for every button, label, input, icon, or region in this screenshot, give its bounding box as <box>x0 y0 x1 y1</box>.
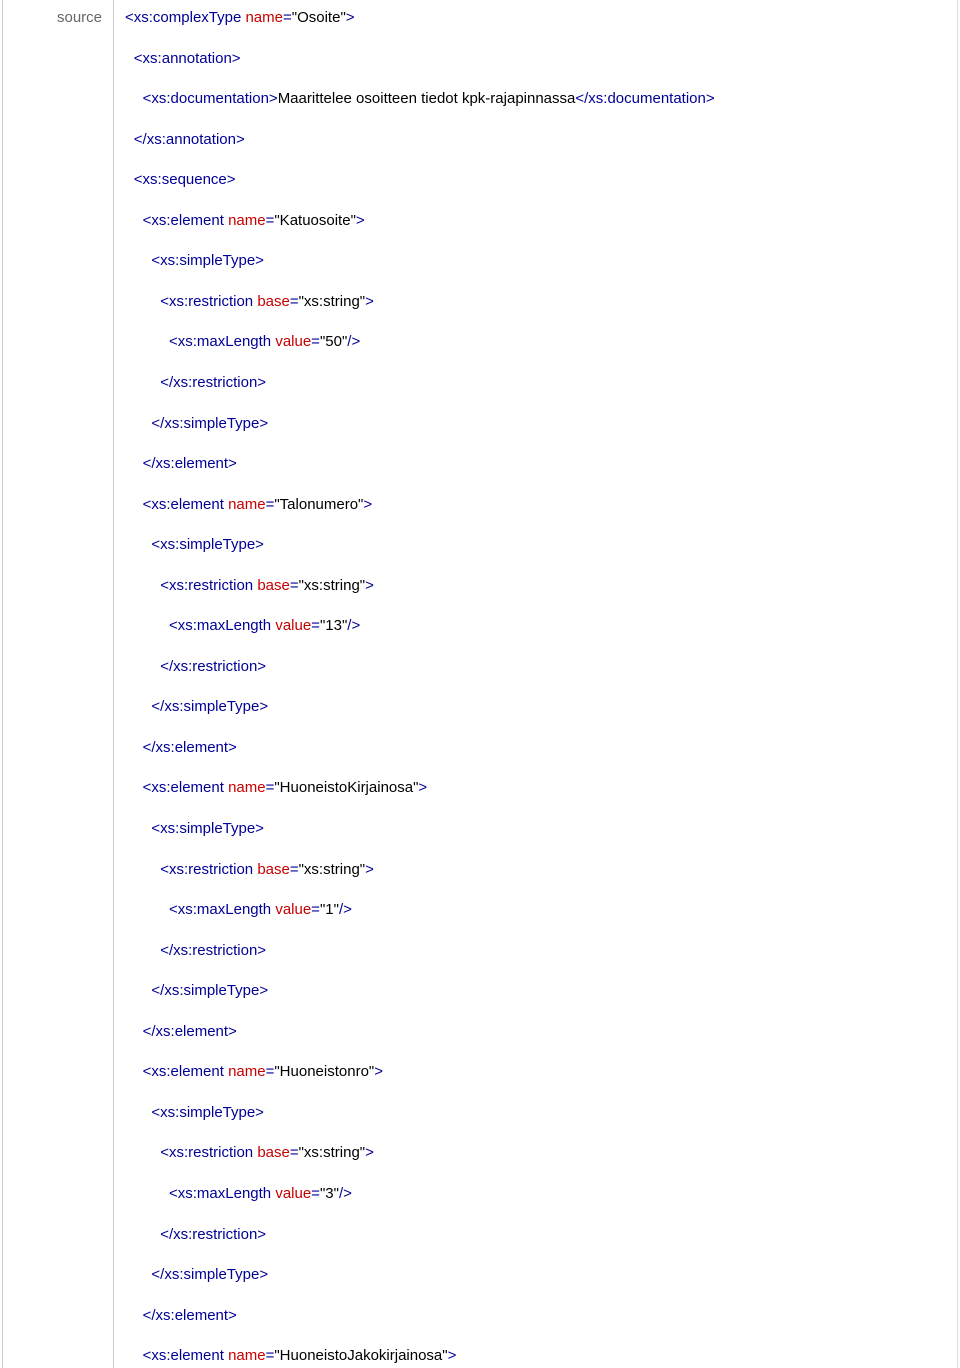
code-token-val: "xs:string" <box>298 860 366 878</box>
code-token-val: "Talonumero" <box>274 495 364 513</box>
code-token-attr: base <box>257 1144 290 1162</box>
code-token-tag: </xs:element> <box>142 1022 237 1040</box>
code-token-tag: <xs:simpleType> <box>151 536 264 554</box>
code-line <box>169 333 360 351</box>
code-token-eq: = <box>265 1347 275 1365</box>
code-line <box>160 1226 266 1244</box>
code-line <box>143 1063 383 1081</box>
code-token-tag: <xs:element <box>142 1063 229 1081</box>
code-token-tag: <xs:restriction <box>160 860 258 878</box>
code-line <box>151 252 264 270</box>
code-token-tag: > <box>365 1144 374 1162</box>
code-token-val: "xs:string" <box>298 576 366 594</box>
code-token-attr: name <box>245 9 283 26</box>
code-token-attr: value <box>275 1184 312 1202</box>
code-line <box>143 212 365 230</box>
code-token-val: "Katuosoite" <box>274 211 356 229</box>
code-line <box>169 901 352 919</box>
code-token-tag: <xs:element <box>142 1347 229 1365</box>
code-line <box>160 861 374 879</box>
code-token-val: "HuoneistoJakokirjainosa" <box>274 1347 448 1365</box>
code-token-tag: > <box>447 1347 457 1365</box>
source-label: source <box>57 9 103 26</box>
code-token-tag: /> <box>338 1184 352 1202</box>
code-token-attr: base <box>257 292 290 310</box>
code-token-eq: = <box>311 901 320 919</box>
code-token-tag: > <box>365 292 374 310</box>
code-line <box>134 131 245 149</box>
code-line <box>160 374 266 392</box>
code-token-tag: </xs:element> <box>142 738 237 756</box>
code-line <box>151 415 268 433</box>
code-token-tag: <xs:simpleType> <box>151 1103 264 1121</box>
code-token-attr: value <box>275 617 312 635</box>
code-line <box>160 942 266 960</box>
code-token-tag: <xs:element <box>142 779 229 797</box>
code-line <box>143 1347 457 1365</box>
left-border <box>2 0 3 1368</box>
code-token-tag: </xs:restriction> <box>160 657 267 675</box>
code-token-eq: = <box>311 333 320 351</box>
code-line <box>151 698 268 716</box>
code-token-tag: <xs:annotation> <box>133 49 241 67</box>
code-token-tag: <xs:maxLength <box>169 1184 276 1202</box>
code-token-tag: <xs:maxLength <box>169 901 276 919</box>
code-line <box>151 982 268 1000</box>
code-token-eq: = <box>265 211 275 229</box>
code-line <box>143 496 373 514</box>
code-token-attr: name <box>228 211 266 229</box>
code-line <box>143 1307 237 1325</box>
code-token-tag: <xs:complexType <box>125 9 246 26</box>
code-token-attr: name <box>228 495 266 513</box>
code-token-eq: = <box>289 576 299 594</box>
code-line <box>143 1023 237 1041</box>
code-token-tag: <xs:simpleType> <box>151 252 264 270</box>
code-token-val: "13" <box>319 617 348 635</box>
code-token-eq: = <box>265 1063 275 1081</box>
code-token-val: "Huoneistonro" <box>274 1063 375 1081</box>
column-divider <box>113 0 114 1368</box>
code-token-tag: <xs:restriction <box>160 1144 258 1162</box>
code-token-val: "50" <box>319 333 348 351</box>
code-token-tag: /> <box>338 901 352 919</box>
code-token-eq: = <box>265 495 275 513</box>
code-token-tag: </xs:documentation> <box>575 90 715 108</box>
code-line <box>160 1144 374 1162</box>
code-line <box>160 293 374 311</box>
code-token-tag: > <box>365 860 374 878</box>
code-token-eq: = <box>289 292 299 310</box>
code-line <box>134 171 236 189</box>
code-token-tag: <xs:element <box>142 211 229 229</box>
code-line <box>125 9 355 27</box>
code-token-tag: <xs:maxLength <box>169 333 276 351</box>
code-token-tag: > <box>345 9 355 26</box>
code-token-val: "xs:string" <box>298 292 366 310</box>
code-token-eq: = <box>289 1144 299 1162</box>
code-token-tag: <xs:sequence> <box>133 171 236 189</box>
code-token-tag: > <box>355 211 365 229</box>
code-token-val: "3" <box>319 1184 339 1202</box>
code-line <box>160 577 374 595</box>
code-token-tag: </xs:simpleType> <box>151 414 269 432</box>
code-token-tag: </xs:annotation> <box>133 130 245 148</box>
code-token-txt: Maarittelee osoitteen tiedot kpk-rajapinnassa <box>277 90 576 108</box>
code-token-eq: = <box>289 860 299 878</box>
code-token-tag: <xs:restriction <box>160 576 258 594</box>
code-line <box>143 739 237 757</box>
code-token-tag: <xs:simpleType> <box>151 820 264 837</box>
code-token-tag: /> <box>347 617 361 635</box>
code-token-tag: </xs:simpleType> <box>151 982 269 1000</box>
code-token-eq: = <box>265 779 275 797</box>
code-token-tag: </xs:element> <box>142 1306 237 1324</box>
code-token-tag: > <box>374 1063 383 1081</box>
code-token-tag: <xs:element <box>142 495 229 513</box>
code-token-tag: </xs:simpleType> <box>151 1266 269 1284</box>
code-token-eq: = <box>311 1184 320 1202</box>
code-token-eq: = <box>311 617 320 635</box>
code-token-tag: </xs:restriction> <box>160 373 267 391</box>
code-token-tag: <xs:maxLength <box>169 617 276 635</box>
code-token-val: "Osoite" <box>291 9 346 26</box>
code-line <box>151 820 264 838</box>
code-token-attr: value <box>275 333 312 351</box>
code-token-val: "xs:string" <box>298 1144 366 1162</box>
code-token-tag: <xs:documentation> <box>142 90 278 108</box>
code-token-attr: name <box>228 779 266 797</box>
code-token-tag: </xs:simpleType> <box>151 698 269 716</box>
right-border <box>957 0 958 1368</box>
code-line <box>169 617 360 635</box>
code-line <box>160 658 266 676</box>
code-token-tag: > <box>363 495 373 513</box>
code-token-attr: value <box>275 901 312 919</box>
code-token-attr: name <box>228 1347 266 1365</box>
code-token-attr: name <box>228 1063 266 1081</box>
code-line <box>143 90 715 108</box>
code-line <box>143 455 237 473</box>
code-token-val: "HuoneistoKirjainosa" <box>274 779 419 797</box>
code-token-tag: </xs:element> <box>142 455 237 473</box>
code-line <box>151 536 264 554</box>
code-line <box>134 50 241 68</box>
code-token-tag: </xs:restriction> <box>160 1225 267 1243</box>
code-line <box>143 779 428 797</box>
code-token-tag: /> <box>347 333 361 351</box>
code-line <box>169 1185 352 1203</box>
code-token-tag: > <box>418 779 428 797</box>
code-token-eq: = <box>283 9 292 26</box>
code-line <box>151 1266 268 1284</box>
code-token-tag: > <box>365 576 374 594</box>
code-token-val: "1" <box>319 901 339 919</box>
code-token-tag: </xs:restriction> <box>160 941 267 959</box>
code-token-attr: base <box>257 860 290 878</box>
code-token-tag: <xs:restriction <box>160 292 258 310</box>
code-token-attr: base <box>257 576 290 594</box>
code-line <box>151 1104 264 1122</box>
